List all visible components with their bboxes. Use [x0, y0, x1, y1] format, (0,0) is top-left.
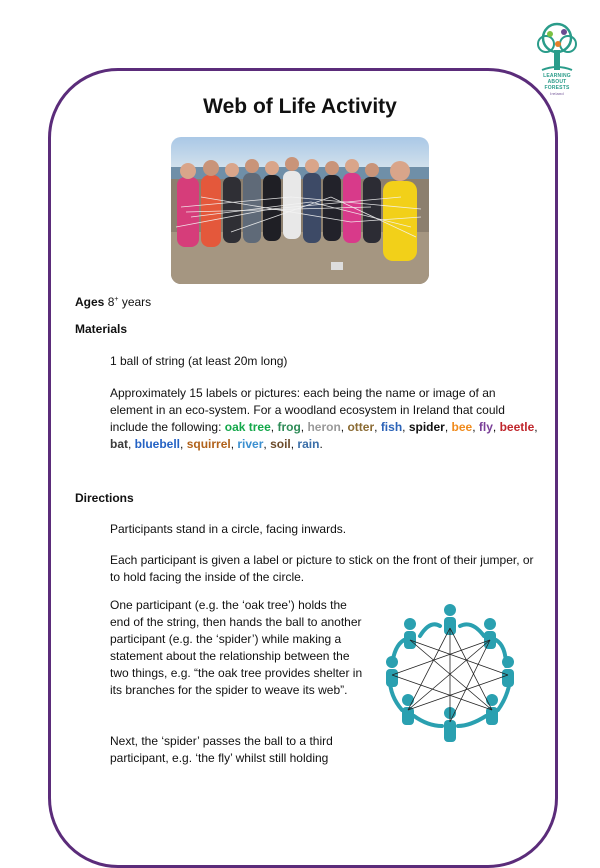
ages-line: Ages 8+ years [75, 295, 152, 309]
learning-about-forests-logo [528, 20, 586, 98]
tree-logo-icon [528, 20, 586, 74]
directions-step-3: One participant (e.g. the ‘oak tree’) holds the end of the string, then hands the ball to another participant (e.g. the ‘spider’) while making a statement about the relationship between the two things, e.g. “the oak tree provides shelter in its branches for the spider to weave its web”. [110, 598, 363, 697]
directions-heading: Directions [75, 491, 134, 505]
eco-bat: bat [110, 437, 128, 451]
eco-oak-tree: oak tree [224, 420, 271, 434]
eco-heron: heron [307, 420, 341, 434]
directions-step-4: Next, the ‘spider’ passes the ball to a third participant, e.g. ‘the fly’ whilst still holding [110, 734, 333, 765]
logo-text: LEARNING ABOUT FORESTS Ireland [543, 73, 571, 96]
eco-river: river [237, 437, 264, 451]
eco-fly: fly [478, 420, 493, 434]
eco-squirrel: squirrel [186, 437, 231, 451]
people-circle-web-icon [380, 600, 520, 745]
group-photo [171, 137, 429, 284]
eco-bluebell: bluebell [134, 437, 181, 451]
materials-item-labels: Approximately 15 labels or pictures: each being the name or image of an element in an eco-system. For a woodland ecosystem in Ireland that could include the following: oak tree, frog, heron, otter, fish, spider, bee, fly, beetle, bat, bluebell, squirrel, river, soil, rain. [110, 386, 538, 451]
directions-step-2: Each participant is given a label or picture to stick on the front of their jumper, or to hold facing the inside of the circle. [110, 553, 534, 584]
eco-beetle: beetle [499, 420, 535, 434]
eco-soil: soil [270, 437, 291, 451]
eco-fish: fish [380, 420, 403, 434]
eco-spider: spider [408, 420, 445, 434]
page-title: Web of Life Activity [203, 95, 397, 118]
eco-bee: bee [451, 420, 473, 434]
eco-frog: frog [277, 420, 301, 434]
materials-heading: Materials [75, 322, 128, 336]
directions-step-1: Participants stand in a circle, facing inwards. [110, 522, 347, 536]
eco-rain: rain [297, 437, 320, 451]
materials-item-string: 1 ball of string (at least 20m long) [110, 354, 288, 368]
eco-otter: otter [347, 420, 375, 434]
